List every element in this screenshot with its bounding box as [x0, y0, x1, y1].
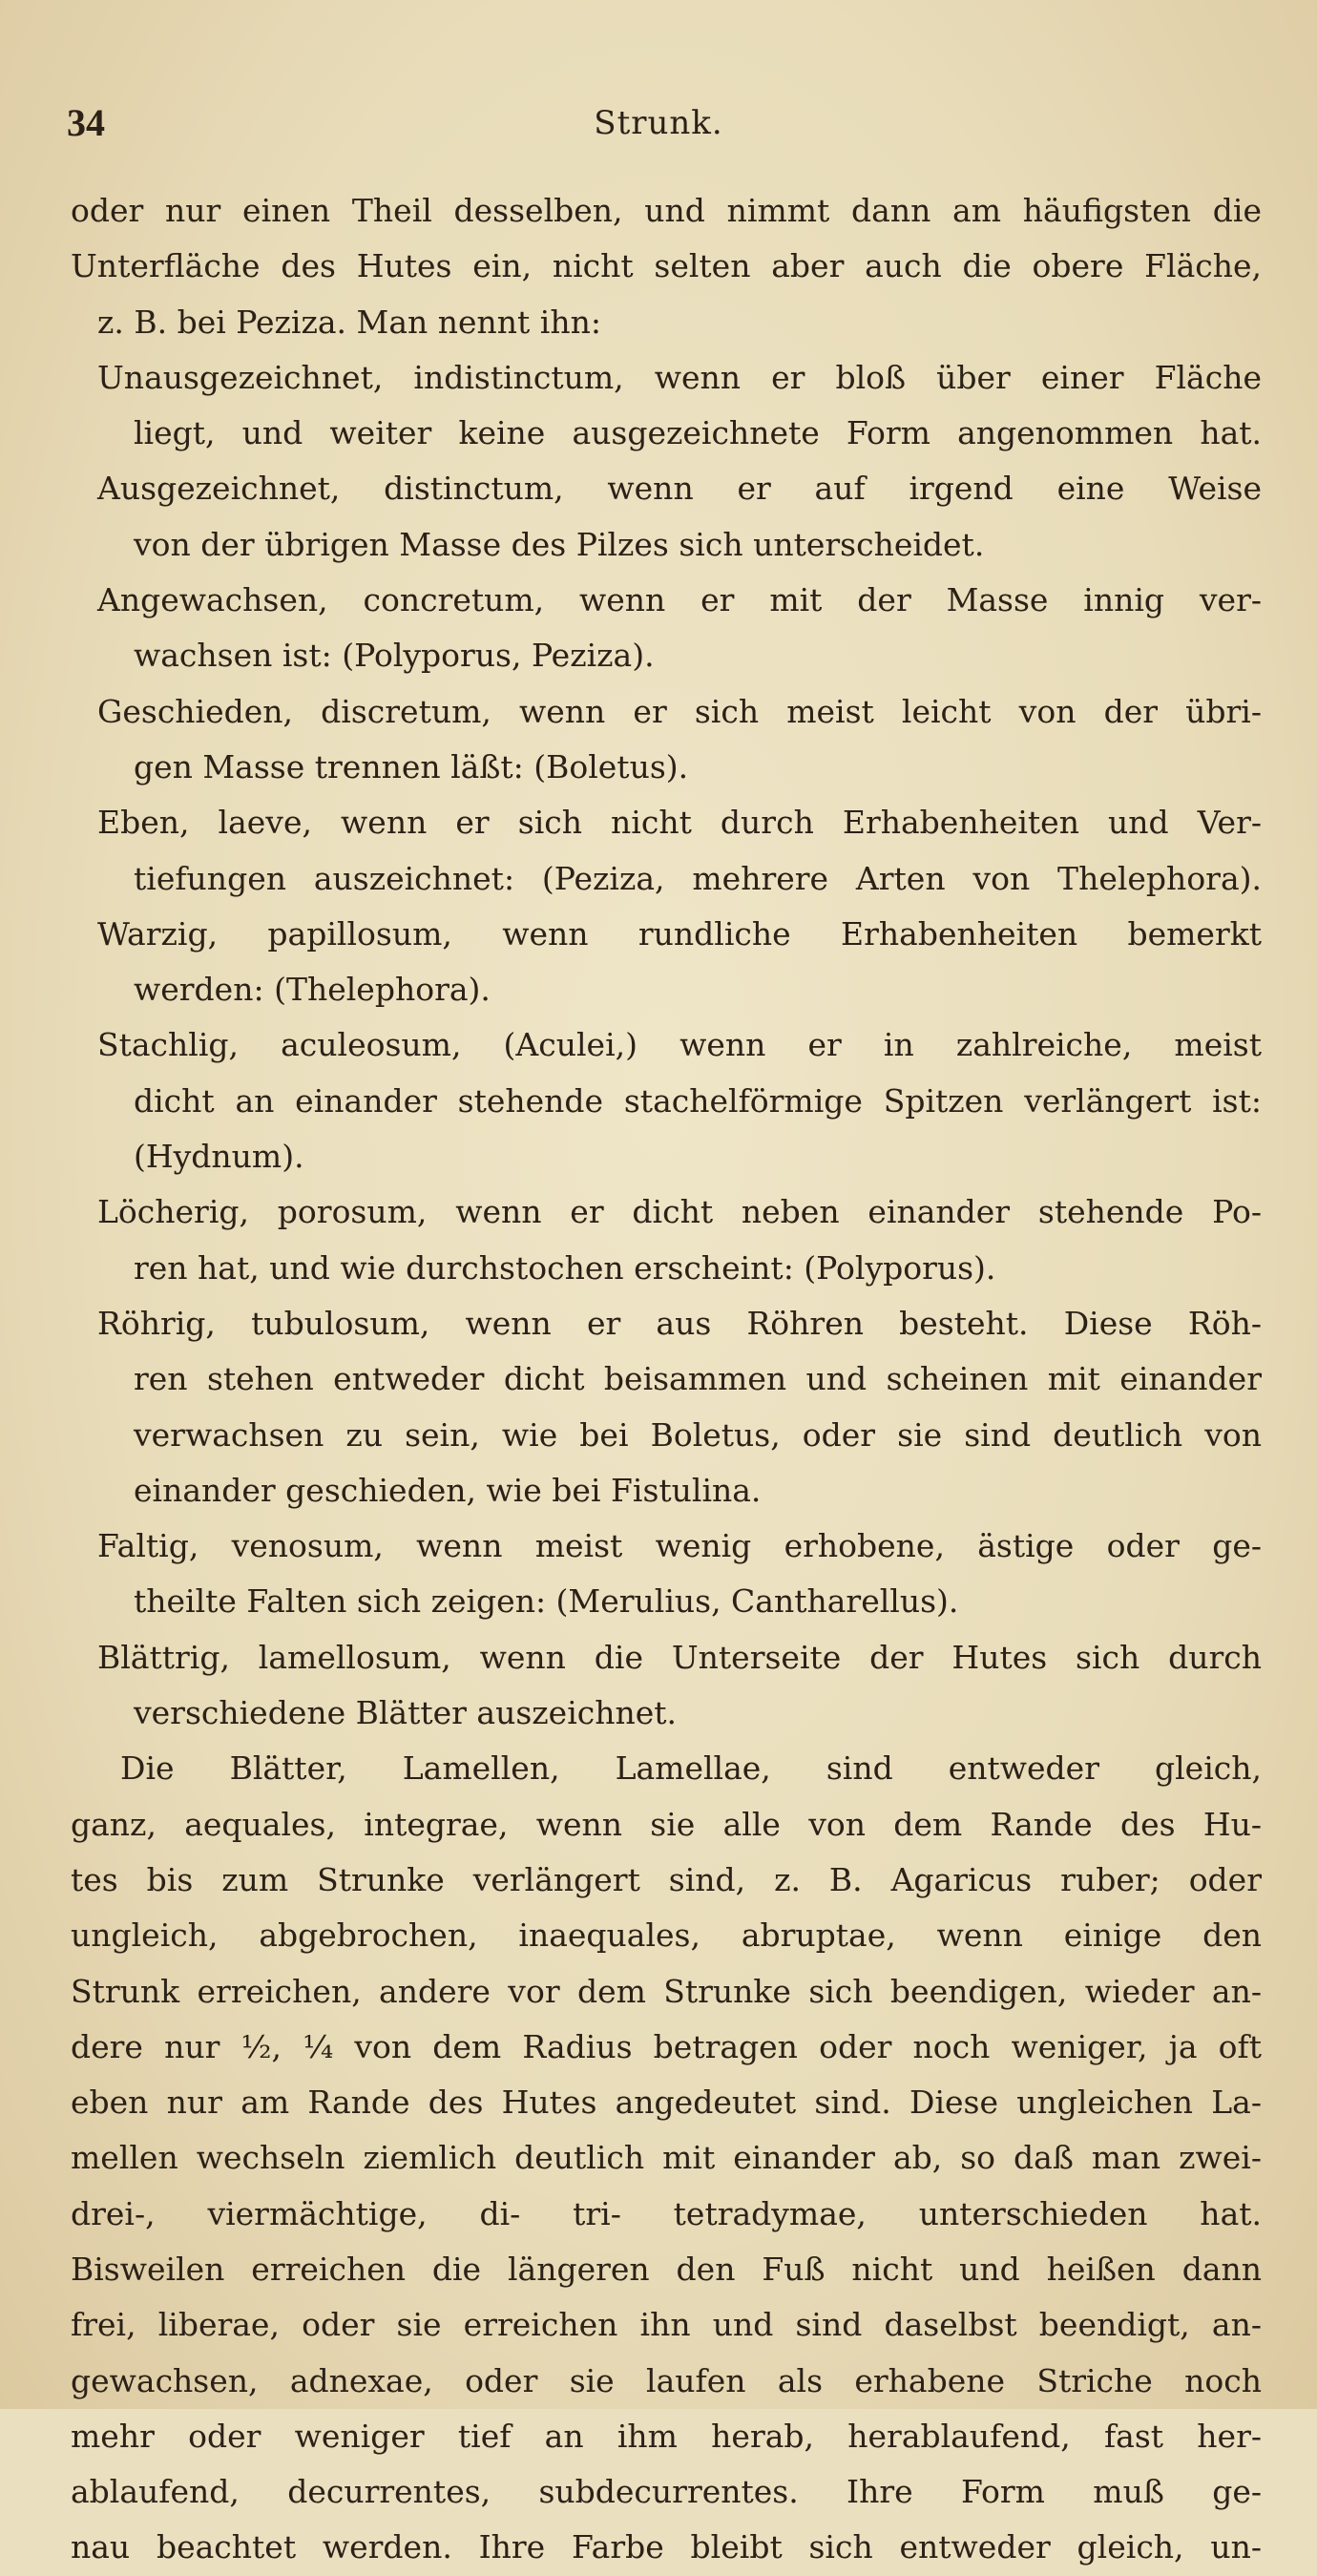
text-line: Unterfläche des Hutes ein, nicht selten aber auch die obere Fläche,: [71, 247, 1262, 285]
text-line: dicht an einander stehende stachelförmige Spitzen verlängert ist:: [134, 1081, 1262, 1120]
text-line: theilte Falten sich zeigen: (Merulius, Cantharellus).: [134, 1582, 959, 1621]
text-line: ablaufend, decurrentes, subdecurrentes. Ihre Form muß ge-: [71, 2473, 1262, 2511]
text-line: verwachsen zu sein, wie bei Boletus, oder sie sind deutlich von: [134, 1415, 1262, 1454]
page-number: 34: [67, 101, 105, 144]
text-line: Faltig, venosum, wenn meist wenig erhobene, ästige oder ge-: [97, 1527, 1262, 1565]
text-line: einander geschieden, wie bei Fistulina.: [134, 1471, 762, 1509]
text-line: Strunk erreichen, andere vor dem Strunke sich beendigen, wieder an-: [71, 1972, 1262, 2010]
text-line: ren hat, und wie durchstochen erscheint: (Polyporus).: [134, 1248, 996, 1287]
text-line: nau beachtet werden. Ihre Farbe bleibt sich entweder gleich, un-: [71, 2528, 1262, 2566]
text-line: mellen wechseln ziemlich deutlich mit einander ab, so daß man zwei-: [71, 2139, 1262, 2177]
text-line: verschiedene Blätter auszeichnet.: [134, 1694, 678, 1732]
text-line: Warzig, papillosum, wenn rundliche Erhabenheiten bemerkt: [97, 914, 1262, 953]
text-line: ungleich, abgebrochen, inaequales, abruptae, wenn einige den: [71, 1916, 1262, 1955]
text-line: Röhrig, tubulosum, wenn er aus Röhren besteht. Diese Röh-: [97, 1304, 1262, 1342]
text-line: Geschieden, discretum, wenn er sich meist leicht von der übri-: [97, 692, 1262, 730]
text-line: tes bis zum Strunke verlängert sind, z. B. Agaricus ruber; oder: [71, 1860, 1262, 1898]
text-line: Löcherig, porosum, wenn er dicht neben einander stehende Po-: [97, 1193, 1262, 1231]
text-line: gen Masse trennen läßt: (Boletus).: [134, 747, 689, 785]
text-line: Eben, laeve, wenn er sich nicht durch Erhabenheiten und Ver-: [97, 804, 1262, 842]
text-line: Bisweilen erreichen die längeren den Fuß nicht und heißen dann: [71, 2250, 1262, 2288]
text-line: tiefungen auszeichnet: (Peziza, mehrere Arten von Thelephora).: [134, 859, 1262, 897]
text-line: ren stehen entweder dicht beisammen und scheinen mit einander: [134, 1360, 1262, 1398]
text-line: von der übrigen Masse des Pilzes sich unterscheidet.: [134, 525, 985, 563]
text-line: z. B. bei Peziza. Man nennt ihn:: [97, 303, 601, 341]
text-line: mehr oder weniger tief an ihm herab, herablaufend, fast her-: [71, 2417, 1262, 2455]
text-line: Stachlig, aculeosum, (Aculei,) wenn er in zahlreiche, meist: [97, 1026, 1262, 1064]
text-line: Ausgezeichnet, distinctum, wenn er auf irgend eine Weise: [97, 470, 1262, 508]
text-line: werden: (Thelephora).: [134, 971, 491, 1009]
text-line: Angewachsen, concretum, wenn er mit der Masse innig ver-: [97, 581, 1262, 619]
text-line: Unausgezeichnet, indistinctum, wenn er bloß über einer Fläche: [97, 358, 1262, 396]
text-line: liegt, und weiter keine ausgezeichnete Form angenommen hat.: [134, 414, 1262, 452]
text-line: frei, liberae, oder sie erreichen ihn und sind daselbst beendigt, an-: [71, 2306, 1262, 2344]
text-line: (Hydnum).: [134, 1138, 304, 1176]
text-line: dere nur ½, ¼ von dem Radius betragen oder noch weniger, ja oft: [71, 2027, 1262, 2065]
text-line: eben nur am Rande des Hutes angedeutet sind. Diese ungleichen La-: [71, 2084, 1262, 2122]
body-text: [71, 183, 1262, 2576]
text-line: oder nur einen Theil desselben, und nimmt dann am häufigsten die: [71, 192, 1262, 229]
text-line: wachsen ist: (Polyporus, Peziza).: [134, 637, 655, 675]
text-line: drei-, viermächtige, di- tri- tetradymae, unterschieden hat.: [71, 2194, 1262, 2232]
text-line: Blättrig, lamellosum, wenn die Unterseite der Hutes sich durch: [97, 1638, 1262, 1676]
text-line: Die Blätter, Lamellen, Lamellae, sind entweder gleich,: [120, 1749, 1262, 1788]
text-line: ganz, aequales, integrae, wenn sie alle von dem Rande des Hu-: [71, 1805, 1262, 1843]
text-line: gewachsen, adnexae, oder sie laufen als erhabene Striche noch: [71, 2361, 1262, 2399]
running-head: Strunk.: [594, 104, 723, 142]
page-header: [67, 100, 1250, 157]
